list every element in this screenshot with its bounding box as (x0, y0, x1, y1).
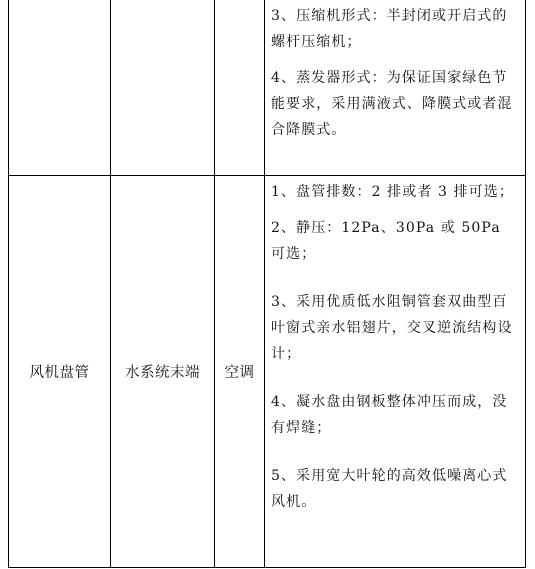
table-cell-empty (215, 0, 265, 176)
table-cell-empty (9, 0, 111, 176)
spec-item: 2、静压：12Pa、30Pa 或 50Pa 可选； (271, 220, 501, 262)
usage-cell: 空调 (215, 176, 265, 568)
spec-item: 3、采用优质低水阻铜管套双曲型百叶窗式亲水铝翅片，交叉逆流结构设计； (271, 294, 513, 362)
table-row (9, 0, 526, 176)
spec-table (8, 0, 526, 568)
spec-item: 4、蒸发器形式：为保证国家绿色节能要求，采用满液式、降膜式或者混合降膜式。 (271, 70, 513, 138)
spec-item: 5、采用宽大叶轮的高效低噪离心式风机。 (271, 468, 508, 510)
table-row (9, 176, 526, 568)
table-cell-empty (111, 0, 215, 176)
spec-item: 3、压缩机形式：半封闭或开启式的螺杆压缩机； (271, 8, 508, 50)
spec-cell (265, 176, 526, 568)
spec-item: 4、凝水盘由钢板整体冲压而成，没有焊缝； (271, 394, 508, 436)
spec-item: 1、盘管排数：2 排或者 3 排可选； (271, 184, 514, 200)
category-cell: 水系统末端 (111, 176, 215, 568)
product-name-cell: 风机盘管 (9, 176, 111, 568)
spec-cell (265, 0, 526, 176)
